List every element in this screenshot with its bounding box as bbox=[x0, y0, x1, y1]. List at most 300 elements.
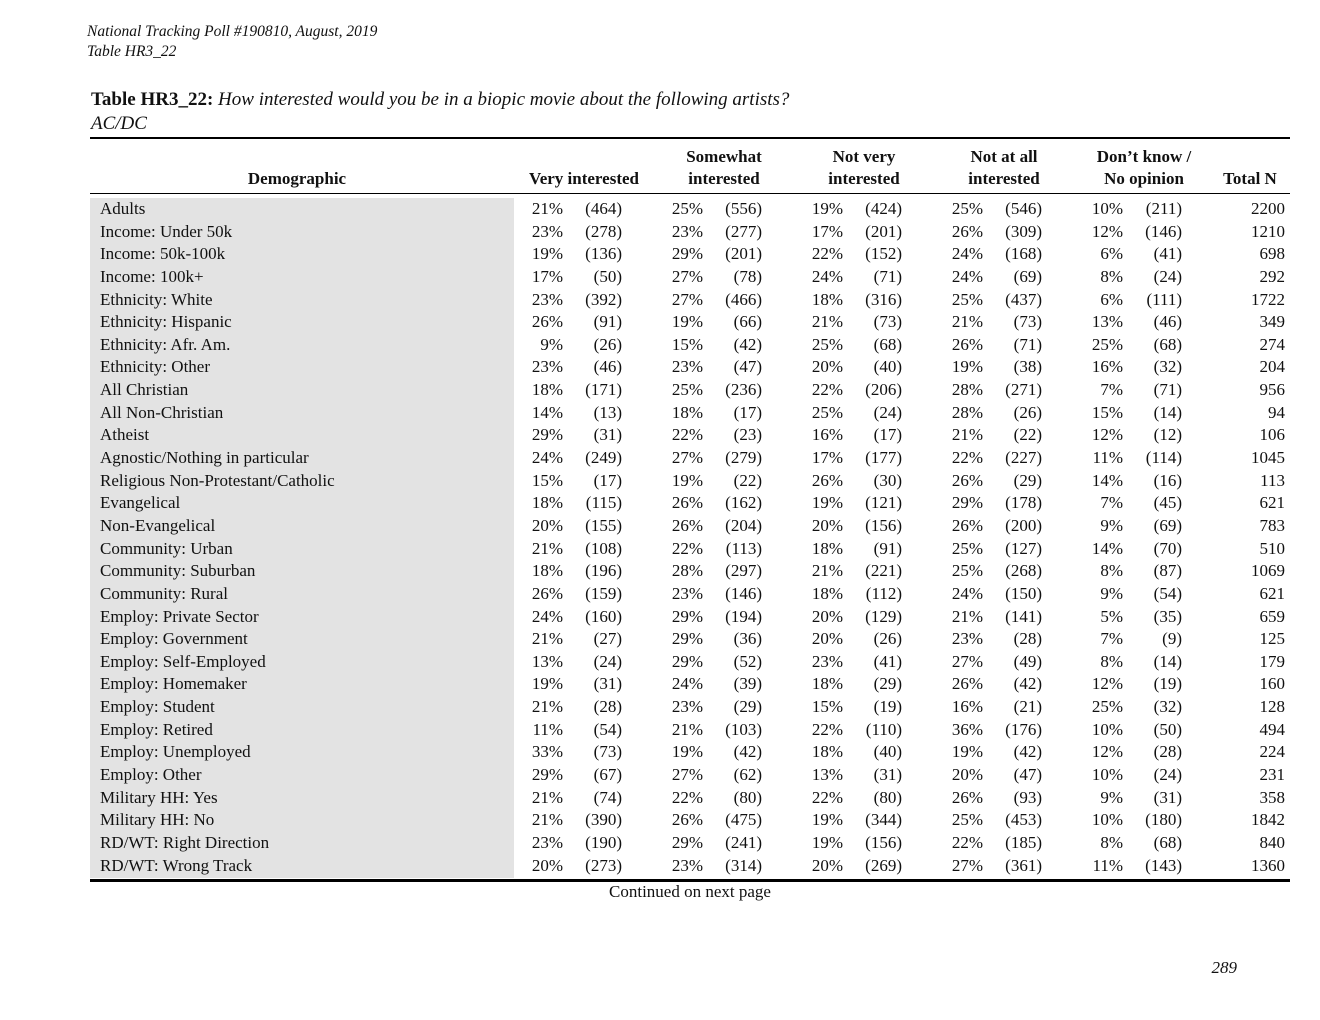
row-label: Non-Evangelical bbox=[100, 515, 216, 535]
row-label: Employ: Private Sector bbox=[100, 606, 259, 626]
cell-notatall-pct: 23% bbox=[951, 629, 983, 649]
cell-notatall-pct: 22% bbox=[951, 448, 983, 468]
cell-dk-pct: 12% bbox=[1091, 742, 1123, 762]
cell-very-pct: 21% bbox=[531, 199, 563, 218]
cell-very-pct: 21% bbox=[531, 629, 563, 649]
cell-total-n: 621 bbox=[1259, 493, 1285, 513]
cell-very-n: (74) bbox=[593, 787, 622, 807]
cell-notvery-n: (201) bbox=[865, 221, 902, 241]
row-label: Employ: Student bbox=[100, 697, 215, 717]
cell-dk-pct: 8% bbox=[1100, 266, 1123, 286]
cell-notatall-n: (268) bbox=[1005, 561, 1042, 581]
cell-somewhat-n: (113) bbox=[725, 538, 762, 558]
cell-total-n: 956 bbox=[1259, 380, 1285, 400]
cell-notatall-n: (26) bbox=[1013, 402, 1042, 422]
cell-very-pct: 9% bbox=[540, 334, 563, 354]
cell-dk-pct: 16% bbox=[1091, 357, 1123, 377]
cell-notvery-pct: 22% bbox=[811, 787, 843, 807]
cell-total-n: 510 bbox=[1259, 538, 1285, 558]
row-label: All Non-Christian bbox=[100, 402, 224, 422]
cell-dk-n: (24) bbox=[1153, 765, 1182, 785]
cell-notatall-n: (29) bbox=[1013, 470, 1042, 490]
cell-dk-n: (68) bbox=[1153, 334, 1182, 354]
cell-dk-pct: 6% bbox=[1100, 244, 1123, 264]
cell-notatall-pct: 26% bbox=[951, 787, 983, 807]
cell-notvery-n: (269) bbox=[865, 855, 902, 875]
cell-somewhat-n: (62) bbox=[733, 765, 762, 785]
cell-total-n: 840 bbox=[1259, 832, 1285, 852]
cell-notvery-pct: 22% bbox=[811, 719, 843, 739]
cell-very-n: (249) bbox=[585, 448, 622, 468]
cell-dk-pct: 13% bbox=[1091, 312, 1123, 332]
cell-notatall-n: (227) bbox=[1005, 448, 1042, 468]
cell-dk-pct: 8% bbox=[1100, 651, 1123, 671]
cell-notvery-pct: 22% bbox=[811, 244, 843, 264]
cell-dk-n: (14) bbox=[1153, 651, 1182, 671]
cell-notvery-pct: 19% bbox=[811, 493, 843, 513]
cell-total-n: 94 bbox=[1268, 402, 1285, 422]
row-label: Employ: Self-Employed bbox=[100, 651, 266, 671]
cell-very-n: (46) bbox=[593, 357, 622, 377]
cell-notvery-n: (26) bbox=[873, 629, 902, 649]
cell-dk-pct: 10% bbox=[1091, 765, 1123, 785]
row-label: Employ: Other bbox=[100, 765, 202, 785]
cell-very-pct: 26% bbox=[531, 583, 563, 603]
table-body bbox=[90, 198, 1290, 877]
cell-total-n: 1360 bbox=[1251, 855, 1285, 875]
cell-total-n: 125 bbox=[1259, 629, 1285, 649]
cell-somewhat-n: (475) bbox=[725, 810, 762, 830]
cell-notvery-n: (71) bbox=[873, 266, 902, 286]
cell-dk-pct: 10% bbox=[1091, 810, 1123, 830]
title-question: How interested would you be in a biopic movie about the following artists? bbox=[218, 89, 790, 110]
cell-very-pct: 23% bbox=[531, 289, 563, 309]
cell-very-n: (392) bbox=[585, 289, 622, 309]
cell-notvery-n: (177) bbox=[865, 448, 902, 468]
row-label: Community: Rural bbox=[100, 583, 228, 603]
cell-very-pct: 18% bbox=[531, 493, 563, 513]
cell-somewhat-pct: 15% bbox=[671, 334, 703, 354]
table-row bbox=[90, 855, 1290, 878]
cell-somewhat-pct: 18% bbox=[671, 402, 703, 422]
cell-notvery-pct: 20% bbox=[811, 357, 843, 377]
cell-notvery-pct: 18% bbox=[811, 289, 843, 309]
cell-notvery-pct: 18% bbox=[811, 538, 843, 558]
cell-notatall-pct: 22% bbox=[951, 832, 983, 852]
cell-notvery-n: (41) bbox=[873, 651, 902, 671]
cell-notatall-pct: 25% bbox=[951, 810, 983, 830]
cell-notatall-pct: 27% bbox=[951, 651, 983, 671]
cell-somewhat-pct: 29% bbox=[671, 629, 703, 649]
row-label: Ethnicity: White bbox=[100, 289, 213, 309]
cell-dk-n: (45) bbox=[1153, 493, 1182, 513]
cell-very-n: (24) bbox=[593, 651, 622, 671]
poll-name: National Tracking Poll #190810, August, 2019 bbox=[87, 23, 378, 40]
cell-notatall-pct: 26% bbox=[951, 470, 983, 490]
cell-notatall-n: (47) bbox=[1013, 765, 1042, 785]
cell-notatall-pct: 25% bbox=[951, 289, 983, 309]
cell-somewhat-n: (17) bbox=[733, 402, 762, 422]
row-label: Ethnicity: Afr. Am. bbox=[100, 334, 231, 354]
cell-very-n: (136) bbox=[585, 244, 622, 264]
cell-very-n: (115) bbox=[585, 493, 622, 513]
cell-total-n: 1722 bbox=[1251, 289, 1285, 309]
cell-total-n: 204 bbox=[1259, 357, 1285, 377]
cell-dk-pct: 25% bbox=[1091, 697, 1123, 717]
cell-very-pct: 24% bbox=[531, 606, 563, 626]
cell-somewhat-n: (241) bbox=[725, 832, 762, 852]
table-row bbox=[90, 606, 1290, 629]
cell-notvery-n: (221) bbox=[865, 561, 902, 581]
cell-dk-pct: 7% bbox=[1100, 629, 1123, 649]
cell-notatall-n: (437) bbox=[1005, 289, 1042, 309]
cell-somewhat-pct: 19% bbox=[671, 470, 703, 490]
cell-notvery-n: (110) bbox=[865, 719, 902, 739]
table-id: Table HR3_22 bbox=[87, 43, 177, 60]
cell-very-n: (171) bbox=[585, 380, 622, 400]
table-row bbox=[90, 221, 1290, 244]
cell-notatall-n: (42) bbox=[1013, 674, 1042, 694]
table-row bbox=[90, 198, 1290, 221]
cell-total-n: 274 bbox=[1259, 334, 1285, 354]
cell-somewhat-pct: 27% bbox=[671, 448, 703, 468]
col-somewhat-interested: Somewhat interested bbox=[686, 147, 762, 188]
table-row bbox=[90, 311, 1290, 334]
cell-dk-n: (16) bbox=[1153, 470, 1182, 490]
table-row bbox=[90, 809, 1290, 832]
cell-notatall-pct: 19% bbox=[951, 742, 983, 762]
cell-notatall-pct: 25% bbox=[951, 538, 983, 558]
cell-very-pct: 21% bbox=[531, 697, 563, 717]
row-label: Ethnicity: Hispanic bbox=[100, 312, 232, 332]
cell-total-n: 659 bbox=[1259, 606, 1285, 626]
cell-notvery-pct: 18% bbox=[811, 742, 843, 762]
cell-total-n: 698 bbox=[1259, 244, 1285, 264]
cell-notvery-pct: 15% bbox=[811, 697, 843, 717]
cell-notvery-n: (80) bbox=[873, 787, 902, 807]
cell-notvery-pct: 25% bbox=[811, 402, 843, 422]
row-label: RD/WT: Wrong Track bbox=[100, 855, 253, 875]
cell-total-n: 106 bbox=[1259, 425, 1285, 445]
cell-dk-n: (31) bbox=[1153, 787, 1182, 807]
cell-notatall-pct: 24% bbox=[951, 583, 983, 603]
table-row bbox=[90, 538, 1290, 561]
cell-total-n: 1069 bbox=[1251, 561, 1285, 581]
cell-somewhat-n: (39) bbox=[733, 674, 762, 694]
table-row bbox=[90, 628, 1290, 651]
cell-somewhat-n: (23) bbox=[733, 425, 762, 445]
row-label: Evangelical bbox=[100, 493, 181, 513]
cell-notatall-pct: 24% bbox=[951, 266, 983, 286]
cell-notvery-n: (112) bbox=[865, 583, 902, 603]
cell-somewhat-pct: 22% bbox=[671, 538, 703, 558]
cell-dk-n: (12) bbox=[1153, 425, 1182, 445]
cell-very-n: (50) bbox=[593, 266, 622, 286]
cell-very-pct: 17% bbox=[531, 266, 563, 286]
cell-notatall-pct: 36% bbox=[951, 719, 983, 739]
cell-notatall-n: (200) bbox=[1005, 515, 1042, 535]
cell-notvery-n: (68) bbox=[873, 334, 902, 354]
cell-notatall-n: (28) bbox=[1013, 629, 1042, 649]
cell-very-pct: 19% bbox=[531, 244, 563, 264]
cell-very-pct: 15% bbox=[531, 470, 563, 490]
cell-notvery-pct: 19% bbox=[811, 199, 843, 218]
cell-dk-n: (111) bbox=[1146, 289, 1182, 309]
cell-somewhat-pct: 23% bbox=[671, 583, 703, 603]
table-row bbox=[90, 741, 1290, 764]
cell-very-pct: 21% bbox=[531, 787, 563, 807]
cell-somewhat-pct: 27% bbox=[671, 289, 703, 309]
cell-dk-pct: 11% bbox=[1092, 448, 1123, 468]
cell-somewhat-pct: 23% bbox=[671, 697, 703, 717]
cell-somewhat-pct: 26% bbox=[671, 493, 703, 513]
cell-total-n: 349 bbox=[1259, 312, 1285, 332]
cell-total-n: 292 bbox=[1259, 266, 1285, 286]
row-label: All Christian bbox=[100, 380, 189, 400]
cell-somewhat-n: (204) bbox=[725, 515, 762, 535]
cell-very-pct: 33% bbox=[531, 742, 563, 762]
row-label: Religious Non-Protestant/Catholic bbox=[100, 470, 335, 490]
cell-dk-pct: 9% bbox=[1100, 515, 1123, 535]
table-row bbox=[90, 764, 1290, 787]
cell-dk-pct: 15% bbox=[1091, 402, 1123, 422]
cell-total-n: 231 bbox=[1259, 765, 1285, 785]
cell-somewhat-pct: 26% bbox=[671, 515, 703, 535]
row-label: Income: Under 50k bbox=[100, 221, 233, 241]
cell-notatall-n: (93) bbox=[1013, 787, 1042, 807]
cell-total-n: 1045 bbox=[1251, 448, 1285, 468]
cell-notatall-pct: 26% bbox=[951, 221, 983, 241]
cell-dk-n: (35) bbox=[1153, 606, 1182, 626]
cell-somewhat-n: (36) bbox=[733, 629, 762, 649]
cell-very-pct: 20% bbox=[531, 515, 563, 535]
cell-very-n: (196) bbox=[585, 561, 622, 581]
cell-somewhat-pct: 22% bbox=[671, 425, 703, 445]
cell-dk-pct: 12% bbox=[1091, 425, 1123, 445]
cell-notatall-pct: 24% bbox=[951, 244, 983, 264]
cell-notvery-n: (40) bbox=[873, 742, 902, 762]
cell-somewhat-n: (103) bbox=[725, 719, 762, 739]
cell-very-n: (31) bbox=[593, 425, 622, 445]
table-row bbox=[90, 424, 1290, 447]
continued-note: Continued on next page bbox=[609, 882, 771, 901]
row-label: Employ: Homemaker bbox=[100, 674, 247, 694]
col-very-interested: Very interested bbox=[528, 169, 639, 188]
cell-notvery-n: (40) bbox=[873, 357, 902, 377]
cell-notvery-n: (24) bbox=[873, 402, 902, 422]
row-label: Atheist bbox=[100, 425, 150, 445]
cell-dk-n: (50) bbox=[1153, 719, 1182, 739]
cell-total-n: 1210 bbox=[1251, 221, 1285, 241]
cell-notatall-n: (22) bbox=[1013, 425, 1042, 445]
cell-notatall-pct: 21% bbox=[951, 425, 983, 445]
cell-notatall-n: (453) bbox=[1005, 810, 1042, 830]
cell-dk-pct: 5% bbox=[1100, 606, 1123, 626]
cell-somewhat-n: (466) bbox=[725, 289, 762, 309]
cell-dk-n: (87) bbox=[1153, 561, 1182, 581]
cell-notatall-n: (49) bbox=[1013, 651, 1042, 671]
cell-very-pct: 20% bbox=[531, 855, 563, 875]
row-label: RD/WT: Right Direction bbox=[100, 832, 270, 852]
cell-notatall-n: (361) bbox=[1005, 855, 1042, 875]
cell-dk-pct: 10% bbox=[1091, 199, 1123, 218]
cell-total-n: 160 bbox=[1259, 674, 1285, 694]
cell-notatall-n: (71) bbox=[1013, 334, 1042, 354]
cell-somewhat-n: (29) bbox=[733, 697, 762, 717]
cell-notvery-pct: 22% bbox=[811, 380, 843, 400]
cell-somewhat-n: (66) bbox=[733, 312, 762, 332]
cell-very-n: (27) bbox=[593, 629, 622, 649]
cell-very-n: (273) bbox=[585, 855, 622, 875]
cell-somewhat-n: (146) bbox=[725, 583, 762, 603]
row-label: Military HH: No bbox=[100, 810, 215, 830]
cell-total-n: 621 bbox=[1259, 583, 1285, 603]
cell-somewhat-pct: 19% bbox=[671, 742, 703, 762]
cell-notatall-n: (178) bbox=[1005, 493, 1042, 513]
table-row bbox=[90, 447, 1290, 470]
row-label: Ethnicity: Other bbox=[100, 357, 211, 377]
cell-dk-pct: 12% bbox=[1091, 221, 1123, 241]
cell-somewhat-pct: 29% bbox=[671, 651, 703, 671]
title-subject: AC/DC bbox=[91, 113, 147, 134]
cell-total-n: 113 bbox=[1260, 470, 1285, 490]
cell-very-pct: 23% bbox=[531, 832, 563, 852]
cell-notvery-pct: 26% bbox=[811, 470, 843, 490]
col-not-very-interested: Not very interested bbox=[828, 147, 900, 188]
cell-somewhat-pct: 29% bbox=[671, 244, 703, 264]
cell-dk-n: (32) bbox=[1153, 357, 1182, 377]
cell-notatall-pct: 19% bbox=[951, 357, 983, 377]
cell-somewhat-n: (42) bbox=[733, 742, 762, 762]
cell-very-pct: 29% bbox=[531, 425, 563, 445]
cell-notvery-n: (156) bbox=[865, 832, 902, 852]
page-number: 289 bbox=[1211, 958, 1237, 977]
cell-notatall-pct: 20% bbox=[951, 765, 983, 785]
cell-notatall-n: (150) bbox=[1005, 583, 1042, 603]
cell-dk-pct: 12% bbox=[1091, 674, 1123, 694]
cell-very-pct: 13% bbox=[531, 651, 563, 671]
cell-notatall-n: (176) bbox=[1005, 719, 1042, 739]
cell-very-n: (91) bbox=[593, 312, 622, 332]
cell-somewhat-n: (162) bbox=[725, 493, 762, 513]
cell-very-n: (464) bbox=[585, 199, 622, 218]
cell-somewhat-n: (201) bbox=[725, 244, 762, 264]
cell-somewhat-n: (78) bbox=[733, 266, 762, 286]
cell-notatall-n: (271) bbox=[1005, 380, 1042, 400]
cell-very-n: (390) bbox=[585, 810, 622, 830]
cell-somewhat-n: (194) bbox=[725, 606, 762, 626]
cell-notvery-n: (19) bbox=[873, 697, 902, 717]
cell-somewhat-pct: 29% bbox=[671, 606, 703, 626]
table-row bbox=[90, 470, 1290, 493]
cell-notatall-n: (38) bbox=[1013, 357, 1042, 377]
cell-notatall-pct: 29% bbox=[951, 493, 983, 513]
cell-dk-n: (114) bbox=[1145, 448, 1182, 468]
cell-very-n: (13) bbox=[593, 402, 622, 422]
cell-notvery-n: (121) bbox=[865, 493, 902, 513]
cell-notvery-n: (29) bbox=[873, 674, 902, 694]
table-row bbox=[90, 560, 1290, 583]
table-row bbox=[90, 787, 1290, 810]
table-row bbox=[90, 583, 1290, 606]
cell-very-pct: 21% bbox=[531, 538, 563, 558]
cell-dk-pct: 8% bbox=[1100, 561, 1123, 581]
cell-very-pct: 19% bbox=[531, 674, 563, 694]
cell-dk-n: (68) bbox=[1153, 832, 1182, 852]
cell-notatall-pct: 21% bbox=[951, 312, 983, 332]
cell-dk-n: (32) bbox=[1153, 697, 1182, 717]
cell-dk-pct: 6% bbox=[1100, 289, 1123, 309]
col-demographic: Demographic bbox=[247, 169, 347, 188]
cell-very-n: (278) bbox=[585, 221, 622, 241]
cell-notvery-n: (73) bbox=[873, 312, 902, 332]
cell-notvery-pct: 19% bbox=[811, 832, 843, 852]
cell-somewhat-pct: 25% bbox=[671, 199, 703, 218]
table-row bbox=[90, 356, 1290, 379]
table-row bbox=[90, 492, 1290, 515]
cell-somewhat-n: (22) bbox=[733, 470, 762, 490]
cell-notvery-pct: 13% bbox=[811, 765, 843, 785]
cell-notvery-n: (152) bbox=[865, 244, 902, 264]
cell-dk-n: (28) bbox=[1153, 742, 1182, 762]
col-total-n: Total N bbox=[1223, 169, 1277, 188]
cell-notvery-pct: 20% bbox=[811, 629, 843, 649]
row-label: Employ: Retired bbox=[100, 719, 213, 739]
cell-dk-n: (14) bbox=[1153, 402, 1182, 422]
cell-dk-n: (211) bbox=[1145, 199, 1182, 218]
cell-dk-n: (9) bbox=[1162, 629, 1182, 649]
col-not-at-all-interested: Not at all interested bbox=[968, 147, 1040, 188]
cell-somewhat-pct: 19% bbox=[671, 312, 703, 332]
cell-notvery-pct: 25% bbox=[811, 334, 843, 354]
cell-dk-n: (19) bbox=[1153, 674, 1182, 694]
cell-notatall-n: (185) bbox=[1005, 832, 1042, 852]
cell-notatall-pct: 27% bbox=[951, 855, 983, 875]
cell-very-n: (67) bbox=[593, 765, 622, 785]
cell-very-n: (17) bbox=[593, 470, 622, 490]
cell-very-n: (54) bbox=[593, 719, 622, 739]
cell-dk-n: (41) bbox=[1153, 244, 1182, 264]
cell-total-n: 358 bbox=[1259, 787, 1285, 807]
cell-total-n: 494 bbox=[1259, 719, 1285, 739]
cell-notvery-n: (129) bbox=[865, 606, 902, 626]
cell-notvery-pct: 18% bbox=[811, 583, 843, 603]
cell-somewhat-n: (556) bbox=[725, 199, 762, 218]
cell-dk-pct: 14% bbox=[1091, 538, 1123, 558]
cell-somewhat-n: (236) bbox=[725, 380, 762, 400]
table-row bbox=[90, 334, 1290, 357]
cell-dk-pct: 10% bbox=[1091, 719, 1123, 739]
cell-very-n: (159) bbox=[585, 583, 622, 603]
cell-notvery-n: (316) bbox=[865, 289, 902, 309]
cell-somewhat-n: (42) bbox=[733, 334, 762, 354]
table-row bbox=[90, 289, 1290, 312]
cell-very-n: (190) bbox=[585, 832, 622, 852]
document-header bbox=[87, 22, 377, 62]
cell-somewhat-pct: 26% bbox=[671, 810, 703, 830]
cell-somewhat-n: (297) bbox=[725, 561, 762, 581]
cell-total-n: 783 bbox=[1259, 515, 1285, 535]
cell-notatall-n: (21) bbox=[1013, 697, 1042, 717]
cell-dk-pct: 11% bbox=[1092, 855, 1123, 875]
cell-somewhat-n: (277) bbox=[725, 221, 762, 241]
cell-notatall-pct: 25% bbox=[951, 561, 983, 581]
cell-notvery-pct: 18% bbox=[811, 674, 843, 694]
cell-notatall-n: (546) bbox=[1005, 199, 1042, 218]
cell-total-n: 128 bbox=[1259, 697, 1285, 717]
cell-notatall-pct: 28% bbox=[951, 402, 983, 422]
cell-dk-n: (146) bbox=[1145, 221, 1182, 241]
